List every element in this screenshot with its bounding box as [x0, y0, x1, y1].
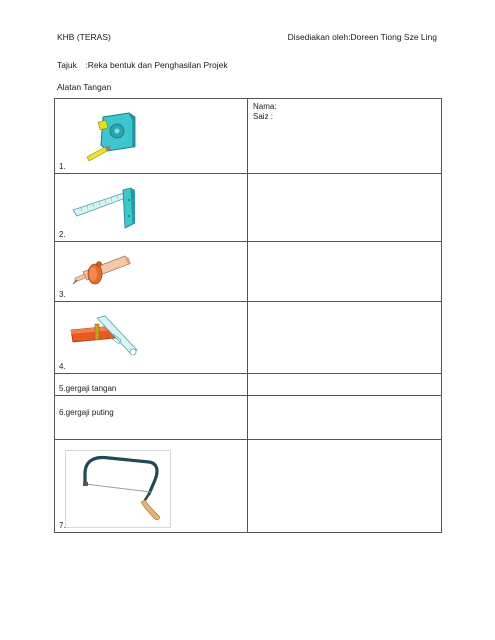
- marking-gauge-icon: [71, 250, 133, 292]
- answer-cell: [248, 302, 442, 374]
- table-row: [55, 374, 442, 396]
- tools-table: [54, 98, 442, 533]
- coping-saw-icon: [65, 450, 171, 528]
- answer-cell: [248, 440, 442, 533]
- tool-cell: [55, 374, 248, 396]
- measuring-tape-icon: [85, 109, 140, 161]
- tajuk-value: :Reka bentuk dan Penghasilan Projek: [85, 60, 228, 70]
- row-label: 2.: [59, 230, 66, 239]
- sliding-bevel-icon: [69, 312, 143, 358]
- answer-cell: [248, 99, 442, 174]
- header-left: KHB (TERAS): [57, 32, 111, 42]
- row-label: 7.: [59, 521, 66, 530]
- answer-cell: [248, 242, 442, 302]
- table-row: [55, 302, 442, 374]
- try-square-icon: [71, 186, 137, 232]
- tajuk-line: [57, 60, 228, 70]
- answer-cell: [248, 396, 442, 440]
- row-label: 6.gergaji puting: [59, 408, 114, 417]
- saiz-label: Saiz :: [253, 112, 274, 121]
- table-row: [55, 242, 442, 302]
- row-label: 1.: [59, 162, 66, 171]
- tool-cell: [55, 302, 248, 374]
- section-title: Alatan Tangan: [57, 82, 112, 92]
- row-label: 5.gergaji tangan: [59, 384, 117, 393]
- answer-cell: [248, 374, 442, 396]
- table-row: [55, 396, 442, 440]
- tool-cell: [55, 99, 248, 174]
- tool-cell: [55, 242, 248, 302]
- tool-cell: [55, 396, 248, 440]
- table-row: [55, 99, 442, 174]
- header-right: Disediakan oleh:Doreen Tiong Sze Ling: [287, 32, 437, 42]
- nama-label: Nama:: [253, 102, 277, 111]
- tool-cell: [55, 440, 248, 533]
- row-label: 4.: [59, 362, 66, 371]
- tool-cell: [55, 174, 248, 242]
- table-row: [55, 174, 442, 242]
- row-label: 3.: [59, 290, 66, 299]
- tajuk-label: Tajuk: [57, 60, 77, 70]
- answer-cell: [248, 174, 442, 242]
- table-row: [55, 440, 442, 533]
